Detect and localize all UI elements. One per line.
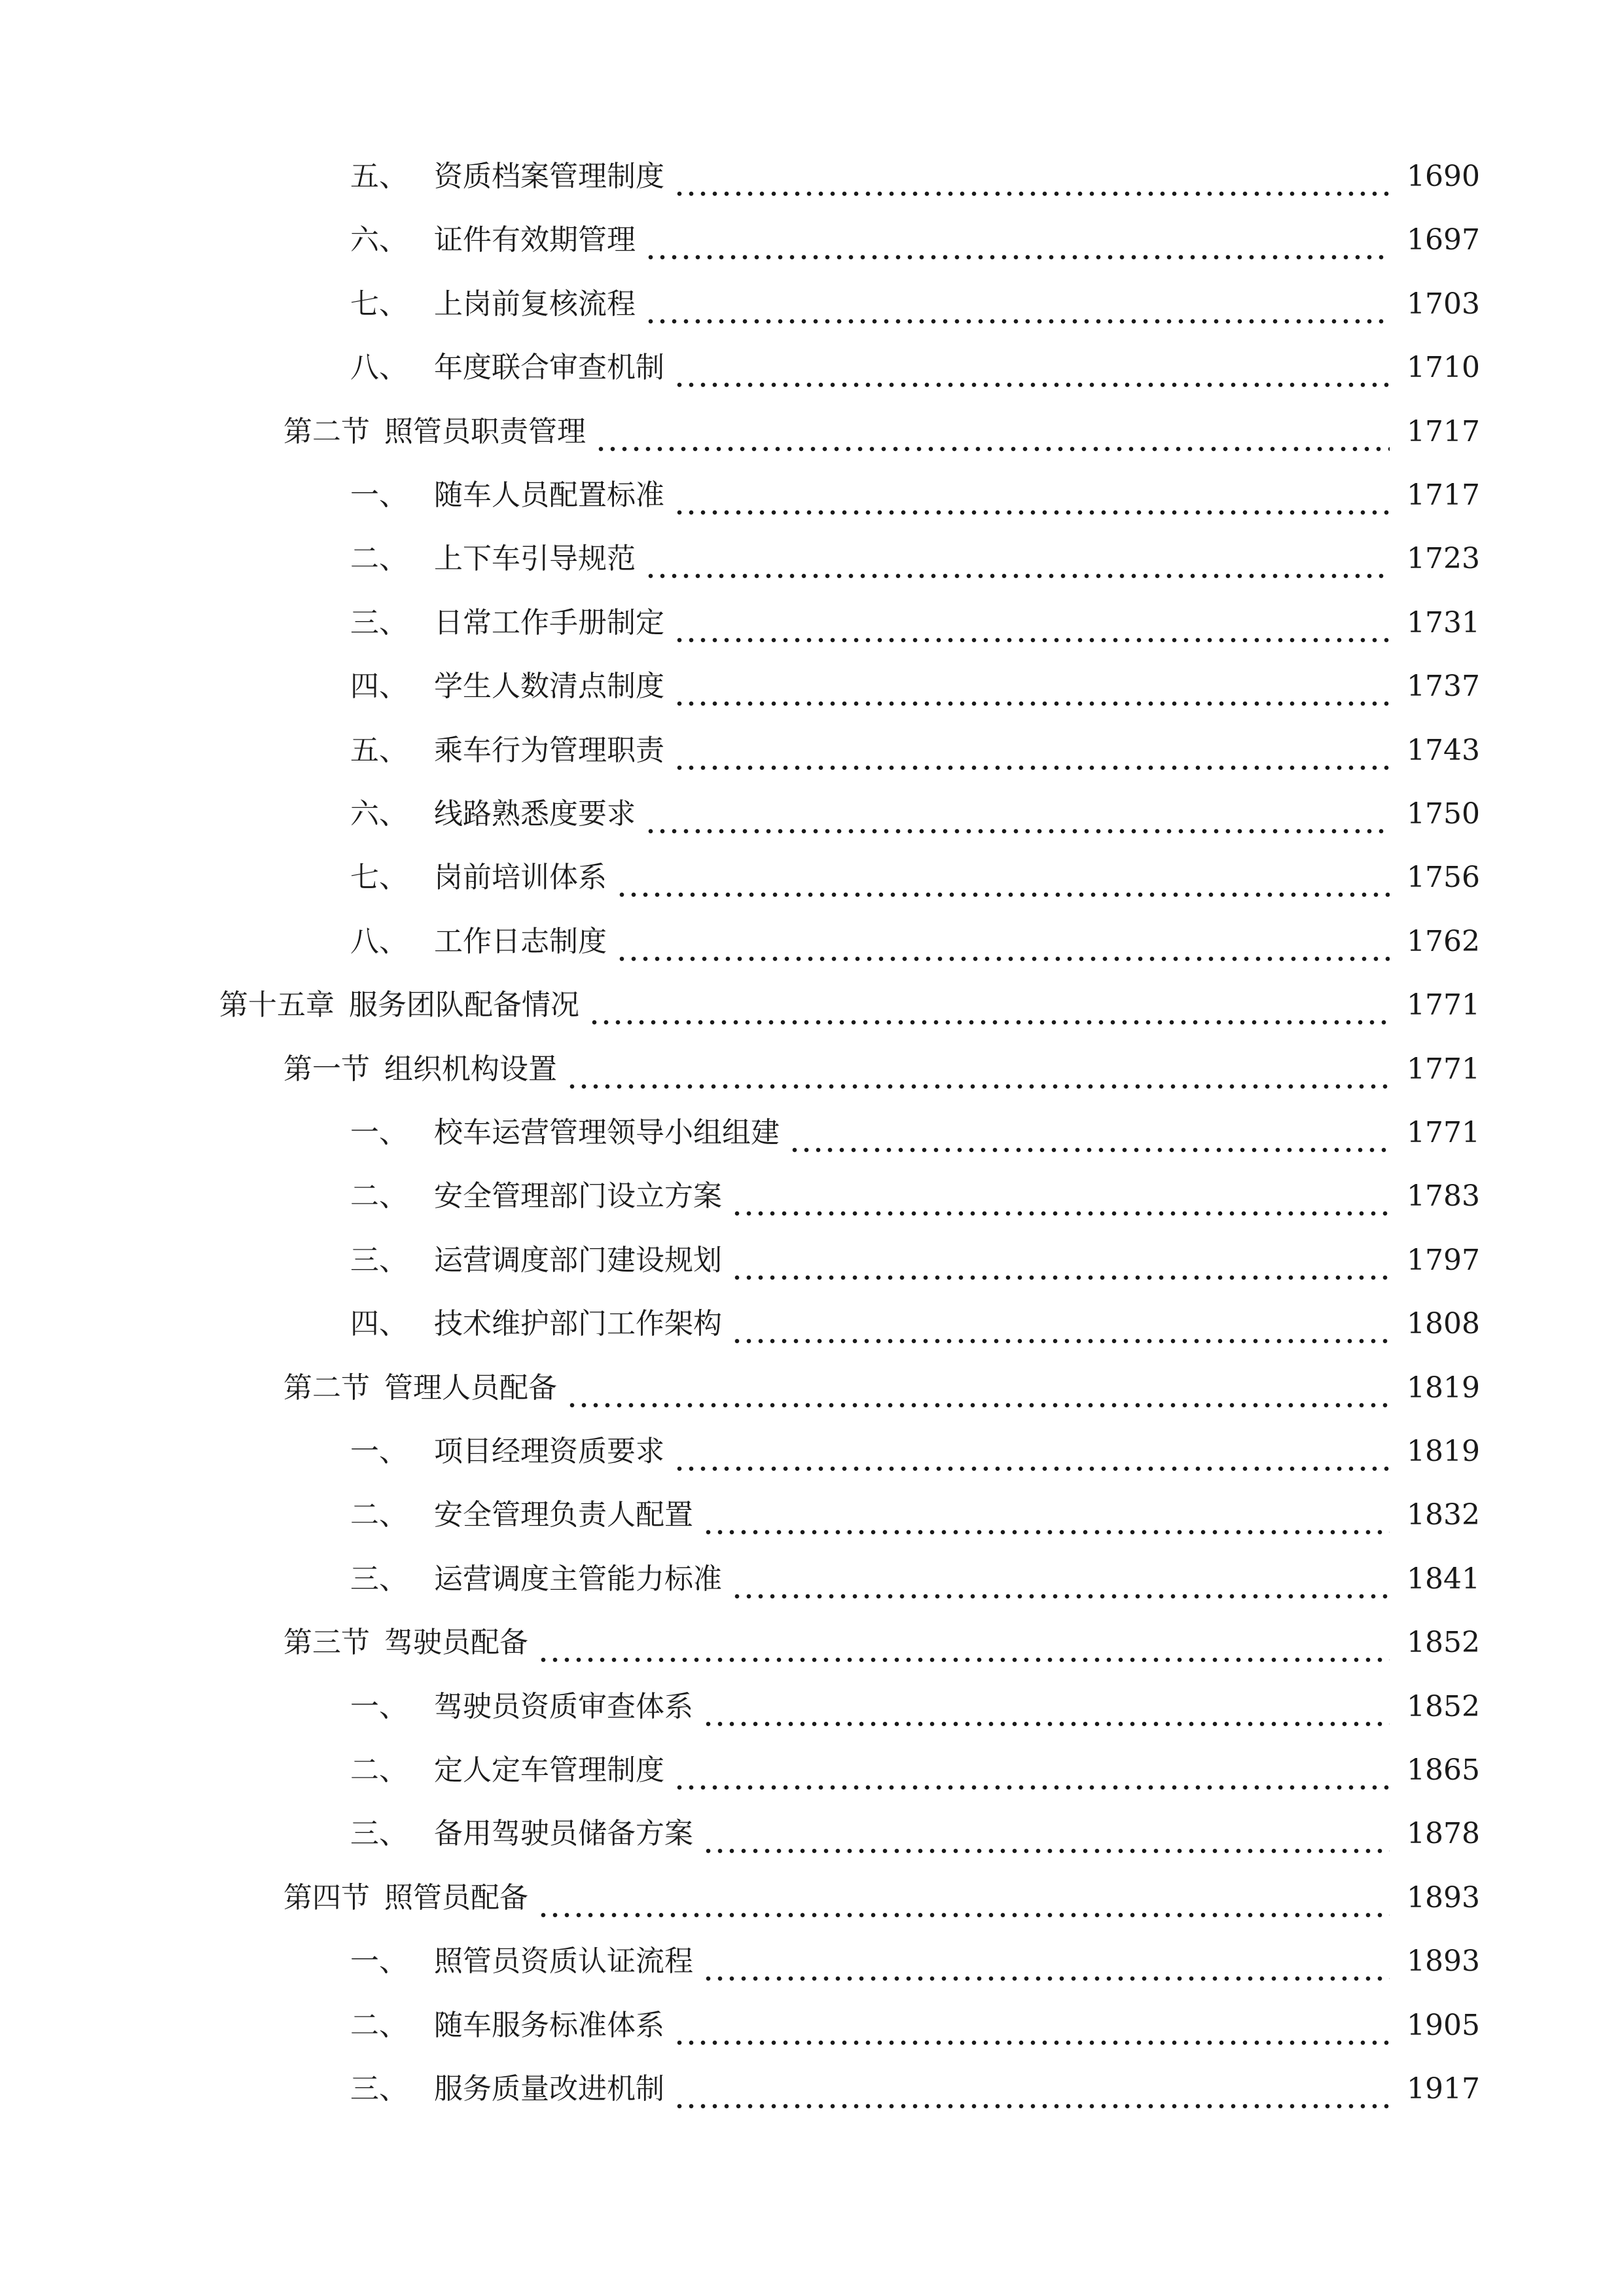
toc-entry-label <box>350 1996 664 2055</box>
toc-entry-page-number: 1852 <box>1407 1689 1480 1723</box>
toc-entry-section[interactable] <box>0 1359 1624 1418</box>
toc-entry-number: 五、 <box>350 733 408 767</box>
toc-entry-section[interactable] <box>0 1869 1624 1928</box>
toc-entry-title: 服务质量改进机制 <box>434 2072 664 2106</box>
toc-entry-title: 驾驶员配备 <box>384 1626 528 1660</box>
toc-entry-item[interactable] <box>0 211 1624 270</box>
toc-entry-number: 四、 <box>350 670 408 704</box>
dot-leader <box>731 1295 1390 1354</box>
toc-entry-number: 一、 <box>350 1116 408 1149</box>
toc-entry-label <box>350 1231 722 1290</box>
dot-leader <box>566 1040 1390 1099</box>
dot-leader <box>616 848 1390 907</box>
toc-entry-title: 照管员资质认证流程 <box>434 1945 693 1979</box>
toc-entry-page-number: 1783 <box>1407 1179 1480 1213</box>
toc-entry-label <box>350 1550 722 1609</box>
toc-entry-page-number: 1717 <box>1407 414 1480 448</box>
toc-entry-label <box>350 1486 693 1545</box>
toc-entry-title: 定人定车管理制度 <box>434 1753 664 1787</box>
toc-entry-label <box>350 785 636 844</box>
toc-entry-page-number: 1797 <box>1407 1243 1480 1277</box>
toc-entry-item[interactable] <box>0 1677 1624 1736</box>
toc-entry-item[interactable] <box>0 657 1624 716</box>
toc-entry-page-number: 1737 <box>1407 670 1480 704</box>
dot-leader <box>645 529 1390 588</box>
dot-leader <box>789 1103 1390 1162</box>
toc-entry-number: 四、 <box>350 1307 408 1341</box>
toc-entry-page-number: 1762 <box>1407 924 1480 958</box>
toc-entry-number: 一、 <box>350 478 408 512</box>
toc-entry-page-number: 1771 <box>1407 1052 1480 1086</box>
toc-entry-label <box>350 338 664 397</box>
toc-entry-page-number: 1832 <box>1407 1498 1480 1532</box>
toc-entry-label <box>283 403 586 461</box>
dot-leader <box>645 785 1390 844</box>
toc-entry-number: 二、 <box>350 1179 408 1213</box>
toc-entry-title: 上下车引导规范 <box>434 542 636 576</box>
toc-entry-title: 证件有效期管理 <box>434 223 636 257</box>
toc-entry-item[interactable] <box>0 1231 1624 1290</box>
toc-entry-page-number: 1771 <box>1407 1116 1480 1149</box>
dot-leader <box>702 1677 1390 1736</box>
toc-entry-number: 六、 <box>350 797 408 831</box>
toc-entry-page-number: 1808 <box>1407 1307 1480 1341</box>
toc-entry-label <box>350 529 636 588</box>
toc-entry-page-number: 1723 <box>1407 542 1480 576</box>
toc-entry-title: 安全管理部门设立方案 <box>434 1179 722 1213</box>
toc-entry-item[interactable] <box>0 594 1624 653</box>
toc-entry-label <box>219 976 579 1035</box>
toc-entry-number: 一、 <box>350 1689 408 1723</box>
dot-leader <box>674 1996 1390 2055</box>
toc-entry-page-number: 1690 <box>1407 160 1480 193</box>
toc-entry-number: 第十五章 <box>219 988 334 1022</box>
toc-entry-section[interactable] <box>0 1613 1624 1672</box>
toc-entry-number: 一、 <box>350 1435 408 1468</box>
toc-entry-page-number: 1731 <box>1407 605 1480 639</box>
dot-leader <box>702 1486 1390 1545</box>
toc-entry-number: 三、 <box>350 1243 408 1277</box>
toc-entry-number: 第三节 <box>283 1626 370 1660</box>
toc-entry-label <box>350 848 607 907</box>
toc-entry-title: 安全管理负责人配置 <box>434 1498 693 1532</box>
dot-leader <box>674 1741 1390 1800</box>
toc-entry-title: 服务团队配备情况 <box>349 988 579 1022</box>
toc-entry-number: 二、 <box>350 2008 408 2042</box>
toc-entry-title: 管理人员配备 <box>384 1371 557 1405</box>
toc-entry-title: 校车运营管理领导小组组建 <box>434 1116 780 1149</box>
toc-entry-page-number: 1771 <box>1407 988 1480 1022</box>
toc-entry-item[interactable] <box>0 1486 1624 1545</box>
dot-leader <box>645 211 1390 270</box>
toc-entry-number: 一、 <box>350 1945 408 1979</box>
toc-entry-title: 岗前培训体系 <box>434 861 607 895</box>
toc-entry-title: 资质档案管理制度 <box>434 160 664 193</box>
toc-entry-title: 运营调度部门建设规划 <box>434 1243 722 1277</box>
toc-entry-item[interactable] <box>0 1932 1624 1991</box>
dot-leader <box>674 466 1390 525</box>
toc-entry-item[interactable] <box>0 529 1624 588</box>
toc-entry-title: 学生人数清点制度 <box>434 670 664 704</box>
toc-entry-page-number: 1819 <box>1407 1435 1480 1468</box>
dot-leader <box>595 403 1390 461</box>
toc-entry-title: 驾驶员资质审查体系 <box>434 1689 693 1723</box>
toc-entry-label <box>350 466 664 525</box>
toc-entry-page-number: 1841 <box>1407 1562 1480 1596</box>
dot-leader <box>674 594 1390 653</box>
toc-entry-label <box>283 1040 557 1099</box>
toc-entry-item[interactable] <box>0 1167 1624 1226</box>
toc-entry-title: 照管员职责管理 <box>384 414 586 448</box>
toc-entry-item[interactable] <box>0 912 1624 971</box>
toc-entry-page-number: 1905 <box>1407 2008 1480 2042</box>
dot-leader <box>731 1167 1390 1226</box>
toc-entry-label <box>350 912 607 971</box>
toc-entry-page-number: 1819 <box>1407 1371 1480 1405</box>
toc-entry-label <box>283 1359 557 1418</box>
toc-entry-number: 七、 <box>350 287 408 321</box>
toc-entry-label <box>350 721 664 780</box>
toc-entry-title: 项目经理资质要求 <box>434 1435 664 1468</box>
toc-entry-number: 第二节 <box>283 414 370 448</box>
toc-entry-page-number: 1893 <box>1407 1945 1480 1979</box>
dot-leader <box>645 275 1390 334</box>
toc-entry-label <box>350 1932 693 1991</box>
toc-entry-label <box>350 1295 722 1354</box>
toc-entry-label <box>350 275 636 334</box>
toc-entry-label <box>283 1869 528 1928</box>
toc-entry-number: 二、 <box>350 542 408 576</box>
toc-entry-title: 年度联合审查机制 <box>434 351 664 385</box>
toc-entry-page-number: 1756 <box>1407 861 1480 895</box>
toc-entry-title: 乘车行为管理职责 <box>434 733 664 767</box>
dot-leader <box>674 1422 1390 1481</box>
toc-entry-item[interactable] <box>0 1295 1624 1354</box>
toc-entry-item[interactable] <box>0 848 1624 907</box>
toc-entry-item[interactable] <box>0 275 1624 334</box>
dot-leader <box>674 657 1390 716</box>
toc-entry-number: 八、 <box>350 924 408 958</box>
toc-entry-title: 随车人员配置标准 <box>434 478 664 512</box>
toc-entry-item[interactable] <box>0 1996 1624 2055</box>
toc-entry-title: 备用驾驶员储备方案 <box>434 1817 693 1851</box>
toc-entry-number: 五、 <box>350 160 408 193</box>
toc-entry-label <box>350 1103 780 1162</box>
toc-entry-label <box>350 594 664 653</box>
dot-leader <box>702 1804 1390 1863</box>
toc-entry-label <box>350 1422 664 1481</box>
toc-entry-page-number: 1743 <box>1407 733 1480 767</box>
toc-entry-item[interactable] <box>0 1741 1624 1800</box>
dot-leader <box>702 1932 1390 1991</box>
toc-entry-label <box>350 1167 722 1226</box>
dot-leader <box>674 147 1390 206</box>
toc-entry-page-number: 1717 <box>1407 478 1480 512</box>
toc-entry-page-number: 1697 <box>1407 223 1480 257</box>
toc-entry-title: 线路熟悉度要求 <box>434 797 636 831</box>
toc-entry-title: 工作日志制度 <box>434 924 607 958</box>
toc-entry-section[interactable] <box>0 1040 1624 1099</box>
toc-entry-number: 三、 <box>350 605 408 639</box>
toc-entry-label <box>350 1804 693 1863</box>
toc-entry-chapter[interactable] <box>0 976 1624 1035</box>
dot-leader <box>674 2060 1390 2119</box>
toc-entry-number: 八、 <box>350 351 408 385</box>
toc-entry-title: 照管员配备 <box>384 1880 528 1914</box>
toc-entry-page-number: 1917 <box>1407 2072 1480 2106</box>
toc-entry-page-number: 1710 <box>1407 351 1480 385</box>
dot-leader <box>537 1613 1390 1672</box>
toc-entry-title: 日常工作手册制定 <box>434 605 664 639</box>
toc-entry-label <box>350 147 664 206</box>
dot-leader <box>616 912 1390 971</box>
toc-entry-item[interactable] <box>0 1422 1624 1481</box>
toc-entry-section[interactable] <box>0 403 1624 461</box>
toc-entry-number: 第二节 <box>283 1371 370 1405</box>
toc-entry-label <box>350 657 664 716</box>
toc-entry-label <box>350 1677 693 1736</box>
toc-entry-page-number: 1750 <box>1407 797 1480 831</box>
toc-entry-number: 第四节 <box>283 1880 370 1914</box>
toc-entry-number: 七、 <box>350 861 408 895</box>
toc-entry-number: 二、 <box>350 1498 408 1532</box>
toc-entry-label <box>283 1613 528 1672</box>
toc-entry-title: 随车服务标准体系 <box>434 2008 664 2042</box>
toc-entry-page-number: 1852 <box>1407 1626 1480 1660</box>
toc-entry-label <box>350 211 636 270</box>
toc-entry-item[interactable] <box>0 466 1624 525</box>
toc-entry-item[interactable] <box>0 785 1624 844</box>
toc-entry-title: 运营调度主管能力标准 <box>434 1562 722 1596</box>
toc-entry-title: 上岗前复核流程 <box>434 287 636 321</box>
toc-entry-page-number: 1865 <box>1407 1753 1480 1787</box>
toc-entry-number: 三、 <box>350 1817 408 1851</box>
dot-leader <box>588 976 1390 1035</box>
toc-entry-item[interactable] <box>0 721 1624 780</box>
toc-entry-item[interactable] <box>0 147 1624 206</box>
toc-entry-number: 二、 <box>350 1753 408 1787</box>
toc-entry-item[interactable] <box>0 338 1624 397</box>
toc-entry-label <box>350 1741 664 1800</box>
toc-entry-item[interactable] <box>0 1550 1624 1609</box>
toc-entry-number: 六、 <box>350 223 408 257</box>
toc-entry-item[interactable] <box>0 1804 1624 1863</box>
dot-leader <box>674 721 1390 780</box>
toc-entry-number: 第一节 <box>283 1052 370 1086</box>
dot-leader <box>674 338 1390 397</box>
toc-entry-page-number: 1703 <box>1407 287 1480 321</box>
toc-entry-label <box>350 2060 664 2119</box>
toc-entry-title: 技术维护部门工作架构 <box>434 1307 722 1341</box>
dot-leader <box>731 1550 1390 1609</box>
toc-entry-page-number: 1878 <box>1407 1817 1480 1851</box>
toc-entry-number: 三、 <box>350 1562 408 1596</box>
toc-entry-item[interactable] <box>0 2060 1624 2119</box>
dot-leader <box>537 1869 1390 1928</box>
toc-entry-number: 三、 <box>350 2072 408 2106</box>
dot-leader <box>731 1231 1390 1290</box>
toc-entry-title: 组织机构设置 <box>384 1052 557 1086</box>
toc-entry-page-number: 1893 <box>1407 1880 1480 1914</box>
toc-entry-item[interactable] <box>0 1103 1624 1162</box>
dot-leader <box>566 1359 1390 1418</box>
